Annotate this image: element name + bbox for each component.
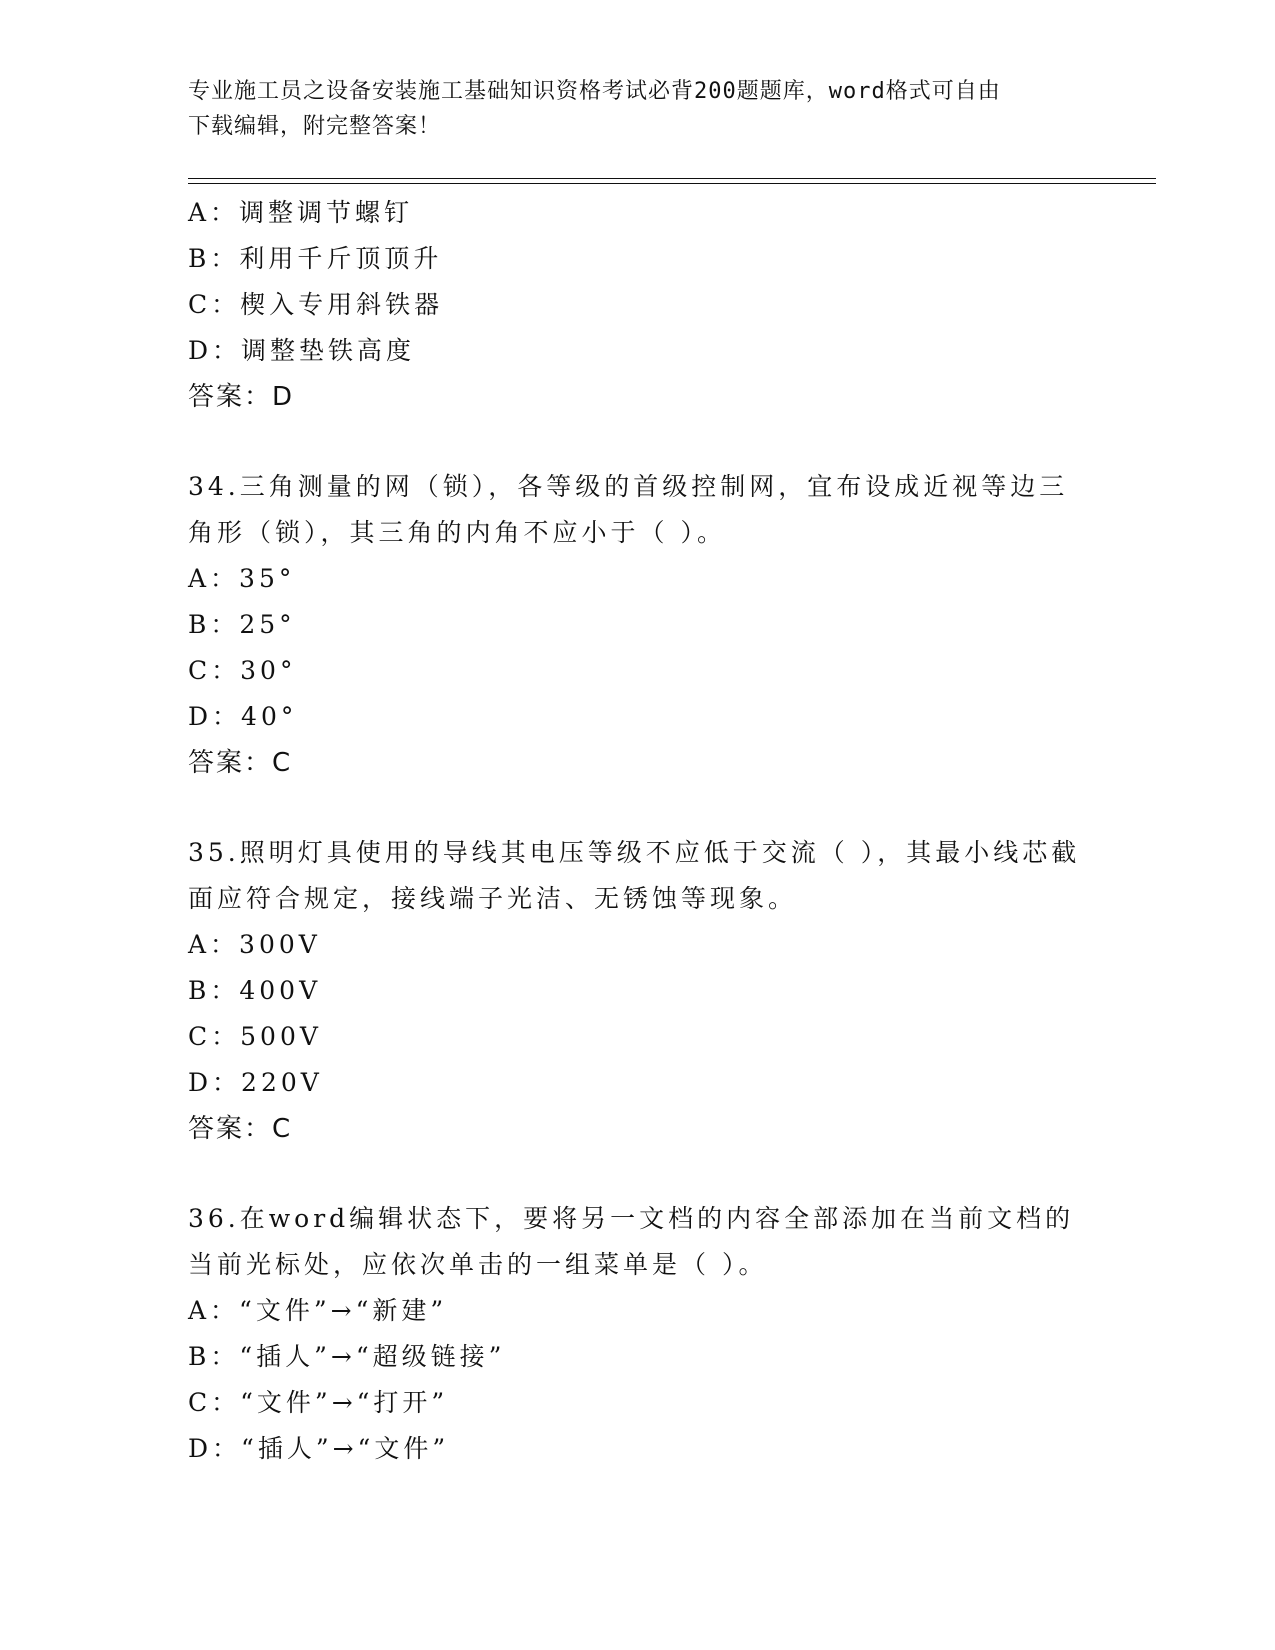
question-text: 34.三角测量的网（锁），各等级的首级控制网，宜布设成近视等边三角形（锁），其三角的内角不应小于（ ）。 xyxy=(188,472,1069,547)
option-a: A：“文件”→“新建” xyxy=(188,1296,448,1325)
option-d: D：220V xyxy=(188,1068,323,1097)
question-block-35 xyxy=(188,830,1088,1152)
option-b: B：400V xyxy=(188,976,322,1005)
option-d: D：调整垫铁高度 xyxy=(188,336,416,365)
header-divider-top xyxy=(188,178,1156,179)
question-text: 36.在word编辑状态下，要将另一文档的内容全部添加在当前文档的当前光标处，应依次单击的一组菜单是（ ）。 xyxy=(188,1204,1075,1279)
question-block-33 xyxy=(188,190,1088,420)
option-b: B：“插人”→“超级链接” xyxy=(188,1342,506,1371)
answer-text: 答案：C xyxy=(188,1114,293,1144)
question-text: 35.照明灯具使用的导线其电压等级不应低于交流（ ），其最小线芯截面应符合规定，接线端子光洁、无锈蚀等现象。 xyxy=(188,838,1081,913)
option-a: A：35° xyxy=(188,564,296,593)
option-b: B：利用千斤顶顶升 xyxy=(188,244,443,273)
question-list xyxy=(188,190,1088,1472)
option-c: C：30° xyxy=(188,656,297,685)
answer-text: 答案：C xyxy=(188,748,293,778)
option-a: A：300V xyxy=(188,930,321,959)
option-b: B：25° xyxy=(188,610,296,639)
document-header-title: 专业施工员之设备安装施工基础知识资格考试必背200题题库，word格式可自由 下载编辑，附完整答案！ xyxy=(188,79,1001,139)
question-block-36 xyxy=(188,1196,1088,1472)
option-a: A：调整调节螺钉 xyxy=(188,198,414,227)
option-d: D：“插人”→“文件” xyxy=(188,1434,450,1463)
option-c: C：500V xyxy=(188,1022,322,1051)
option-d: D：40° xyxy=(188,702,298,731)
answer-text: 答案：D xyxy=(188,382,295,412)
question-block-34 xyxy=(188,464,1088,786)
option-c: C：楔入专用斜铁器 xyxy=(188,290,444,319)
header-divider-bottom xyxy=(188,183,1156,184)
option-c: C：“文件”→“打开” xyxy=(188,1388,449,1417)
